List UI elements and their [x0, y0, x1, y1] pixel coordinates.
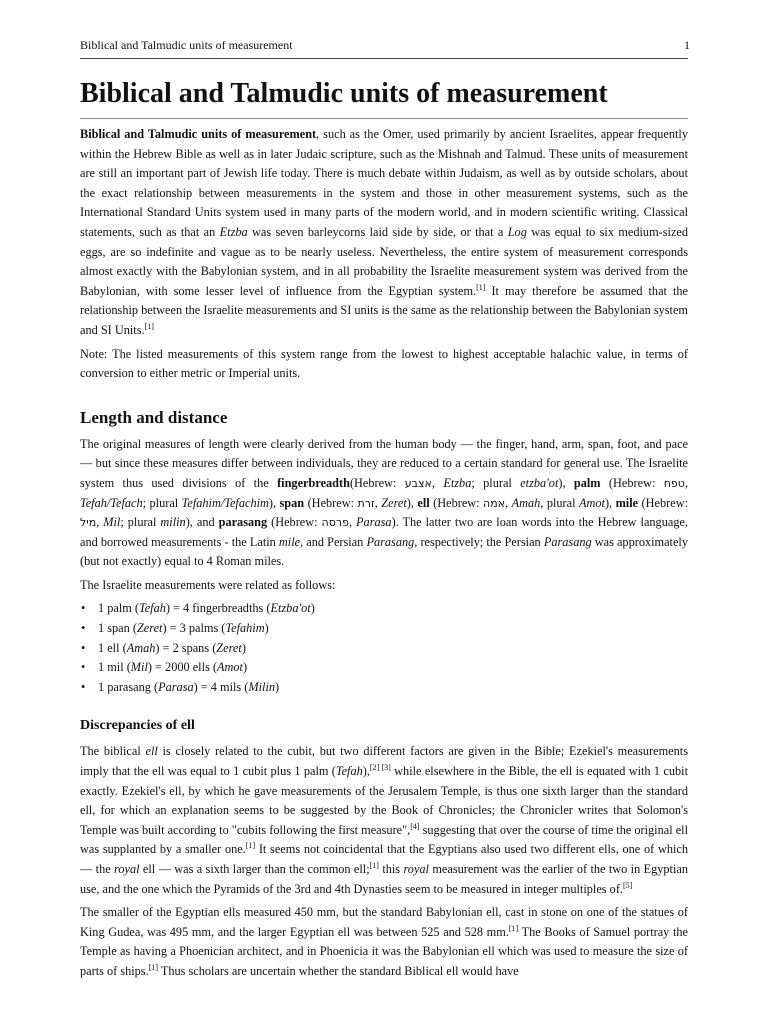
term-parasang: parasang	[218, 515, 268, 530]
list-item: • 1 mil (Mil) = 2000 ells (Amot)	[80, 658, 688, 678]
header-divider	[80, 58, 688, 59]
term-mile: mile	[615, 495, 639, 510]
relations-list	[80, 599, 688, 697]
relations-intro: The Israelite measurements were related as follows:	[80, 577, 336, 592]
hebrew-term: טפח	[663, 476, 685, 490]
title-divider	[80, 118, 688, 119]
hebrew-term: מיל	[80, 516, 97, 530]
list-item: • 1 ell (Amah) = 2 spans (Zeret)	[80, 639, 688, 659]
article-title: Biblical and Talmudic units of measurement	[80, 78, 608, 109]
hebrew-term: אמה	[483, 496, 506, 510]
citation-link[interactable]: [2]	[369, 763, 380, 773]
running-header	[80, 38, 688, 54]
citation-link[interactable]: [3]	[379, 763, 391, 773]
term-ell: ell	[417, 495, 430, 510]
ell-paragraph-1: The biblical ell is closely related to the cubit, but two different factors are given in the Bible; Ezekiel's measurements imply that the ell was equal to 1 cubit plus 1 palm (Tefah),[2] [3] while elsewhere in the Bible, the ell is equated with 1 cubit exactly. Ezekiel's ell, by which he gave measurements of the Jerusalem Temple, is thus one sixth larger than the standard ell, for which an explanation seems to be suggested by the Book of Chronicles; the Chronicler writes that Solomon's Temple was built according to "cubits following the first measure",[4] suggesting that over the course of time the original ell was supplanted by a smaller one.[1] It seems not coincidental that the Egyptians also used two different ells, one of which — the royal ell — was a sixth larger than the common ell;[1] this royal measurement was the earlier of the two in Egyptian use, and the one which the Pyramids of the 3rd and 4th Dynasties seem to be measured in integer multiples of.[5]	[80, 744, 688, 896]
citation-link[interactable]: [1]	[144, 321, 154, 331]
intro-lead: Biblical and Talmudic units of measurement	[80, 127, 317, 141]
citation-link[interactable]: [1]	[476, 282, 486, 292]
citation-link[interactable]: [1]	[245, 841, 256, 851]
term-palm: palm	[573, 475, 601, 490]
citation-link[interactable]: [1]	[369, 861, 379, 870]
intro-paragraph: Biblical and Talmudic units of measurement, such as the Omer, used primarily by ancient Israelites, appear frequently within the Hebrew Bible as well as in later Judaic scripture, such as the Mishnah and Talmud. These units of measurement are still an important part of Jewish life today. There is much debate within Judaism, as well as by outside scholars, about the exact relationship between measurements in the system and those in other measurement systems, such as the International Standard Units system used in many parts of the modern world, and in modern scientific writing. Classical statements, such as that an Etzba was seven barleycorns laid side by side, or that a Log was equal to six medium-sized eggs, are so indefinite and vague as to be nearly useless. Nevertheless, the entire system of measurement corresponds almost exactly with the Babylonian system, and in all probability the Israelite measurement system was derived from the Babylonian, with some lesser level of influence from the Egyptian system.[1] It may therefore be assumed that the relationship between the Israelite measurements and SI units is the same as the relationship between the Babylonian system and SI Units.[1]	[80, 127, 689, 337]
list-item: • 1 span (Zeret) = 3 palms (Tefahim)	[80, 619, 688, 639]
article-body	[80, 125, 688, 986]
length-paragraph: The original measures of length were clearly derived from the human body — the finger, hand, arm, span, foot, and pace — but since these measures differ between individuals, they are reduced to a certain standard for general use. The Israelite system thus used divisions of the fingerbreadth(Hebrew: אצבע, Etzba; plural etzba'ot), palm (Hebrew: טפח, Tefah/Tefach; plural Tefahim/Tefachim), span (Hebrew: זרת, Zeret), ell (Hebrew: אמה, Amah, plural Amot), mile (Hebrew: מיל, Mil; plural milin), and parasang (Hebrew: פרסה, Parasa). The latter two are loan words into the Hebrew language, and borrowed measurements - the Latin mile, and Persian Parasang, respectively; the Persian Parasang was approximately (but not exactly) equal to 4 Roman miles.	[80, 436, 689, 569]
citation-link[interactable]: [4]	[410, 821, 420, 831]
note-paragraph: Note: The listed measurements of this system range from the lowest to highest acceptable halachic value, in terms of conversion to either metric or Imperial units.	[80, 346, 688, 381]
section-heading-ell: Discrepancies of ell	[80, 718, 195, 734]
running-header-title: Biblical and Talmudic units of measurement	[80, 38, 293, 52]
list-item: • 1 palm (Tefah) = 4 fingerbreadths (Etzba'ot)	[80, 599, 688, 619]
hebrew-term: זרת	[357, 496, 375, 510]
term-span: span	[279, 495, 305, 510]
hebrew-term: פרסה	[321, 516, 349, 530]
citation-link[interactable]: [1]	[508, 923, 519, 933]
term-fingerbreadth: fingerbreadth	[277, 475, 350, 490]
hebrew-term: אצבע	[404, 476, 432, 490]
citation-link[interactable]: [1]	[148, 962, 158, 972]
list-item: • 1 parasang (Parasa) = 4 mils (Milin)	[80, 678, 688, 698]
citation-link[interactable]: [5]	[622, 880, 633, 890]
section-heading-length: Length and distance	[80, 407, 228, 427]
page-number: 1	[684, 38, 690, 52]
ell-paragraph-2: The smaller of the Egyptian ells measured 450 mm, but the standard Babylonian ell, cast in stone on one of the statues of King Gudea, was 495 mm, and the larger Egyptian ell was between 525 and 528 mm.[1] The Books of Samuel portray the Temple as having a Phoenician architect, and in Phoenicia it was the Babylonian ell which was used to measure the size of parts of ships.[1] Thus scholars are uncertain whether the standard Biblical ell would have	[80, 905, 688, 978]
